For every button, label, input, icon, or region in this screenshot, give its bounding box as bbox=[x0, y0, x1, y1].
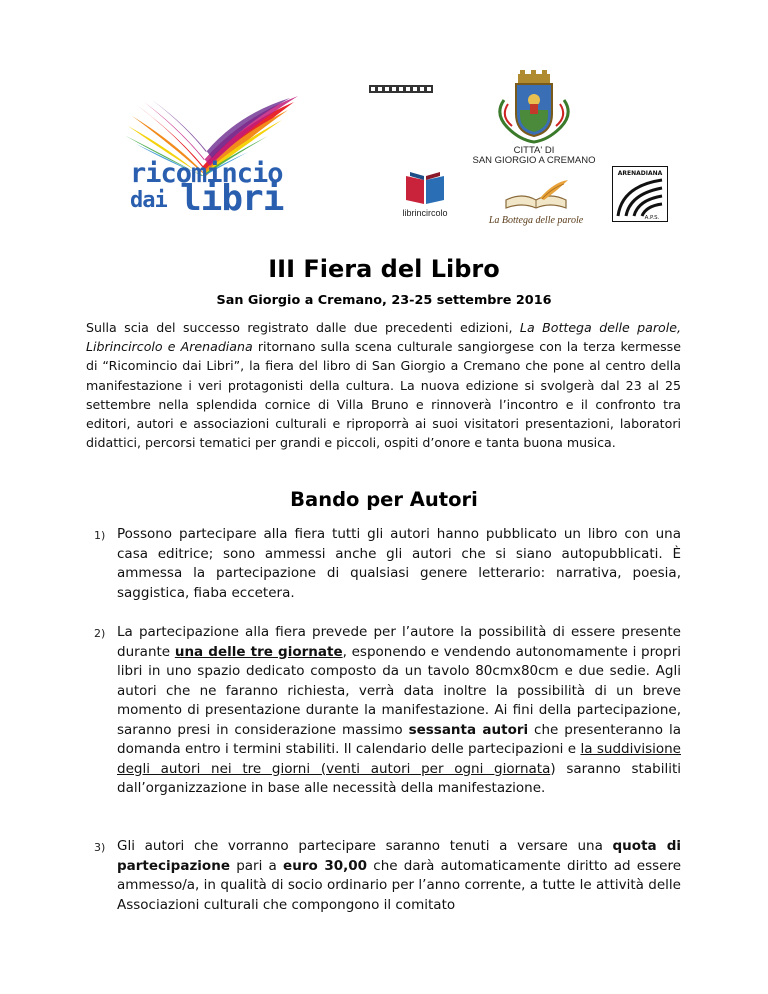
intro-paragraph bbox=[86, 318, 681, 452]
librincircolo-logo bbox=[386, 170, 464, 218]
item3-text-2: pari a bbox=[229, 857, 284, 874]
list-item bbox=[86, 623, 681, 799]
list-item-text bbox=[117, 837, 681, 915]
item2-text-2: , esponendo e vendendo autonomamente i propri libri in uno spazio dedicato composto da un tavolo 80cmx80cm e due sedie. Agli autori che ne faranno richiesta, verrà data inoltre la possibilità di un breve momento di presentazione durante la manifestazione. Ai fini della partecipazione, saranno presi in considerazione massimo bbox=[117, 643, 681, 738]
intro-text-1: Sulla scia del successo registrato dalle due precedenti edizioni, bbox=[86, 320, 520, 335]
logo-area bbox=[0, 0, 768, 240]
item3-highlight-amount: euro 30,00 bbox=[283, 857, 368, 874]
item2-highlight-sixty-authors: sessanta autori bbox=[408, 721, 529, 738]
logo-text-ricomincio: ricomincio bbox=[130, 158, 283, 189]
city-caption-2: SAN GIORGIO A CREMANO bbox=[472, 155, 596, 166]
crest-icon bbox=[468, 70, 600, 146]
list-item-number: 2) bbox=[94, 627, 106, 640]
item2-text-1: La partecipazione alla fiera prevede per l’autore la possibilità di essere presente durante bbox=[117, 624, 681, 660]
arena-bottom-text: A.P.S. bbox=[644, 215, 660, 221]
section-title: Bando per Autori bbox=[290, 488, 478, 511]
list-item-number: 1) bbox=[94, 529, 106, 542]
arenadiana-logo bbox=[612, 166, 668, 222]
intro-text-organizers: La Bottega delle parole, Librincircolo e Arenadiana bbox=[86, 320, 681, 355]
item2-underlined-split: la suddivisione degli autori nei tre giorni (venti autori per ogni giornata bbox=[117, 741, 681, 777]
city-crest-logo bbox=[468, 70, 600, 170]
list-item bbox=[86, 837, 681, 915]
item3-highlight-fee: quota di partecipazione bbox=[117, 838, 681, 874]
book-quill-icon bbox=[484, 178, 588, 214]
item3-text-1: Gli autori che vorranno partecipare saranno tenuti a versare una bbox=[117, 838, 613, 854]
bottega-text: La Bottega delle parole bbox=[488, 215, 584, 226]
item2-text-3: che presenteranno la domanda entro i termini stabiliti. Il calendario delle partecipazioni e bbox=[117, 721, 681, 757]
open-book-icon bbox=[386, 170, 464, 206]
list-item-number: 3) bbox=[94, 841, 106, 854]
librincircolo-text: librincircolo bbox=[402, 208, 448, 218]
arena-top-text: ARENADIANA bbox=[617, 170, 663, 177]
intro-text-2: ritornano sulla scena culturale sangiorgese con la terza kermesse di “Ricomincio dai Libri”, la fiera del libro di San Giorgio a Cremano che pone al centro della manifestazione i veri protagonisti della cultura. La nuova edizione si svolgerà dal 23 al 25 settembre nella splendida cornice di Villa Bruno e rinnoverà l’incontro e il confronto tra editori, autori e associazioni culturali e riproporrà ai suoi visitatori presentazioni, laboratori didattici, percorsi tematici per grandi e piccoli, ospiti d’onore e tanta buona musica. bbox=[86, 339, 681, 451]
city-caption-1: CITTA' DI bbox=[513, 145, 555, 156]
item3-text-3: che darà automaticamente diritto ad essere ammesso/a, in qualità di socio ordinario per l’anno corrente, a tutte le attività delle Associazioni culturali che compongono il comitato bbox=[117, 857, 681, 913]
page-title: III Fiera del Libro bbox=[268, 255, 500, 283]
list-item-text bbox=[117, 623, 681, 799]
logo-text-libri: libri bbox=[180, 178, 284, 219]
logo-text-dai: dai bbox=[130, 188, 167, 213]
page-subtitle: San Giorgio a Cremano, 23-25 settembre 2016 bbox=[216, 293, 552, 308]
decorative-strip bbox=[369, 78, 433, 86]
ricomincio-dai-libri-logo bbox=[118, 96, 300, 219]
list-item bbox=[86, 525, 681, 603]
item2-text-4: ) saranno stabiliti dall’organizzazione in base alle necessità della manifestazione. bbox=[117, 760, 681, 796]
arenadiana-icon bbox=[612, 166, 668, 222]
item2-highlight-one-day: una delle tre giornate bbox=[174, 643, 343, 660]
bottega-delle-parole-logo bbox=[484, 178, 588, 228]
list-item-text: Possono partecipare alla fiera tutti gli autori hanno pubblicato un libro con una casa editrice; sono ammessi anche gli autori che si siano autopubblicati. È ammessa la partecipazione di qualsiasi genere letterario: narrativa, poesia, saggistica, fiaba eccetera. bbox=[117, 526, 681, 601]
